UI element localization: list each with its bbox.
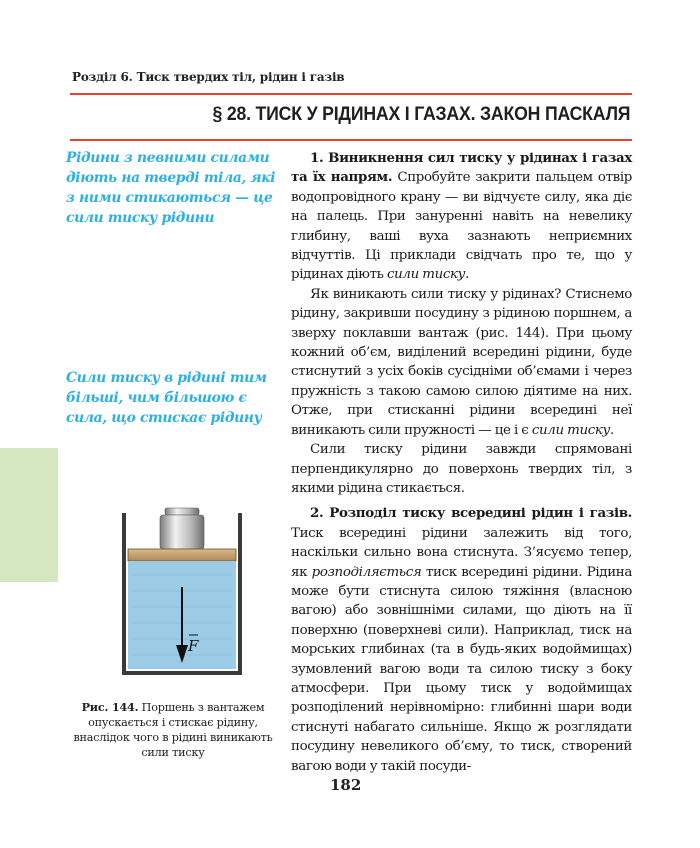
page-number: 182 xyxy=(330,776,362,794)
caption-text: Поршень з вантажем опускається і стискає рідину, внаслідок чого в рідині виникають сили тиску xyxy=(73,701,273,759)
margin-note-2: Сили тиску в рідині тим більші, чим більшою є сила, що стискає рідину xyxy=(66,370,267,426)
subsection-heading-1: 1. Виникнення сил тиску у рідинах і газах та їх напрям. xyxy=(291,150,632,186)
weight-body xyxy=(160,515,204,549)
running-header: Розділ 6. Тиск твердих тіл, рідин і газів xyxy=(72,70,345,84)
paragraph-2-end: . xyxy=(609,422,614,438)
subsection-heading-2: 2. Розподіл тиску всередині рідин і газів. xyxy=(310,505,632,522)
paragraph-2-text: Як виникають сили тиску у рідинах? Стиснемо рідину, закривши посудину з рідиною поршнем, а зверху поклавши вантаж (рис. 144). При цьому кожний об’єм, виділений всередині рідини, буде стиснутий з усіх боків сусідніми об’ємами і через пружність з такою самою силою діятиме на них. Отже, при стисканні рідини всередині неї виникають сили пружності — це і є xyxy=(291,286,632,438)
term-forces-of-pressure-2: сили тиску xyxy=(531,422,610,438)
piston xyxy=(128,549,236,561)
paragraph-2 xyxy=(291,285,632,440)
piston-vessel-illustration xyxy=(108,505,248,685)
weight-cap xyxy=(165,508,199,515)
paragraph-1-end: . xyxy=(465,267,470,283)
paragraph-4-text-a: Тиск всередині рідини залежить від того, наскільки сильно вона стиснута. З’ясуємо тепер, як xyxy=(291,525,632,580)
figure-caption xyxy=(72,700,274,760)
caption-label: Рис. 144. xyxy=(81,700,139,714)
side-color-tab xyxy=(0,448,58,582)
force-label: F xyxy=(188,637,199,655)
paragraph-3: Сили тиску рідини завжди спрямовані перпендикулярно до поверхонь твердих тіл, з якими рідина стикається. xyxy=(291,442,632,496)
paragraph-4 xyxy=(291,504,632,776)
section-title: § 28. ТИСК У РІДИНАХ І ГАЗАХ. ЗАКОН ПАСКАЛЯ xyxy=(212,104,630,125)
margin-note-1: Рідини з певними силами діють на тверді тіла, які з ними стикаються — це сили тиску рідини xyxy=(66,150,276,226)
title-rule xyxy=(70,139,632,141)
figure-144-piston xyxy=(108,505,248,685)
term-forces-of-pressure: сили тиску xyxy=(386,267,466,283)
paragraph-1 xyxy=(291,149,632,285)
paragraph-1-text: Спробуйте закрити пальцем отвір водопровідного крану — ви відчуєте силу, яка діє на палець. При зануренні навіть на невелику глибину, ваші вуха зазнають неприємних відчуттів. Ці приклади свідчать про те, що у рідинах діють xyxy=(291,170,632,283)
header-rule xyxy=(70,93,632,95)
term-distributed: розподіляється xyxy=(311,564,422,580)
paragraph-4-text-b: тиск всередині рідини. Рідина може бути стиснута силою тяжіння (власною вагою) або зовнішніми силами, що діють на її поверхню (поверхневі сили). Наприклад, тиск на морських глибинах (та в будь-яких водоймищах) зумовлений вагою води та силою тиску з боку атмосфери. При цьому тиск у водоймищах розподілений нерівномірно: глибинні шари води стиснуті набагато сильніше. Якщо ж розглядати посудину невеликого об’єму, то тиск, створений вагою води у такій посуди- xyxy=(291,564,632,774)
main-text xyxy=(291,149,632,776)
